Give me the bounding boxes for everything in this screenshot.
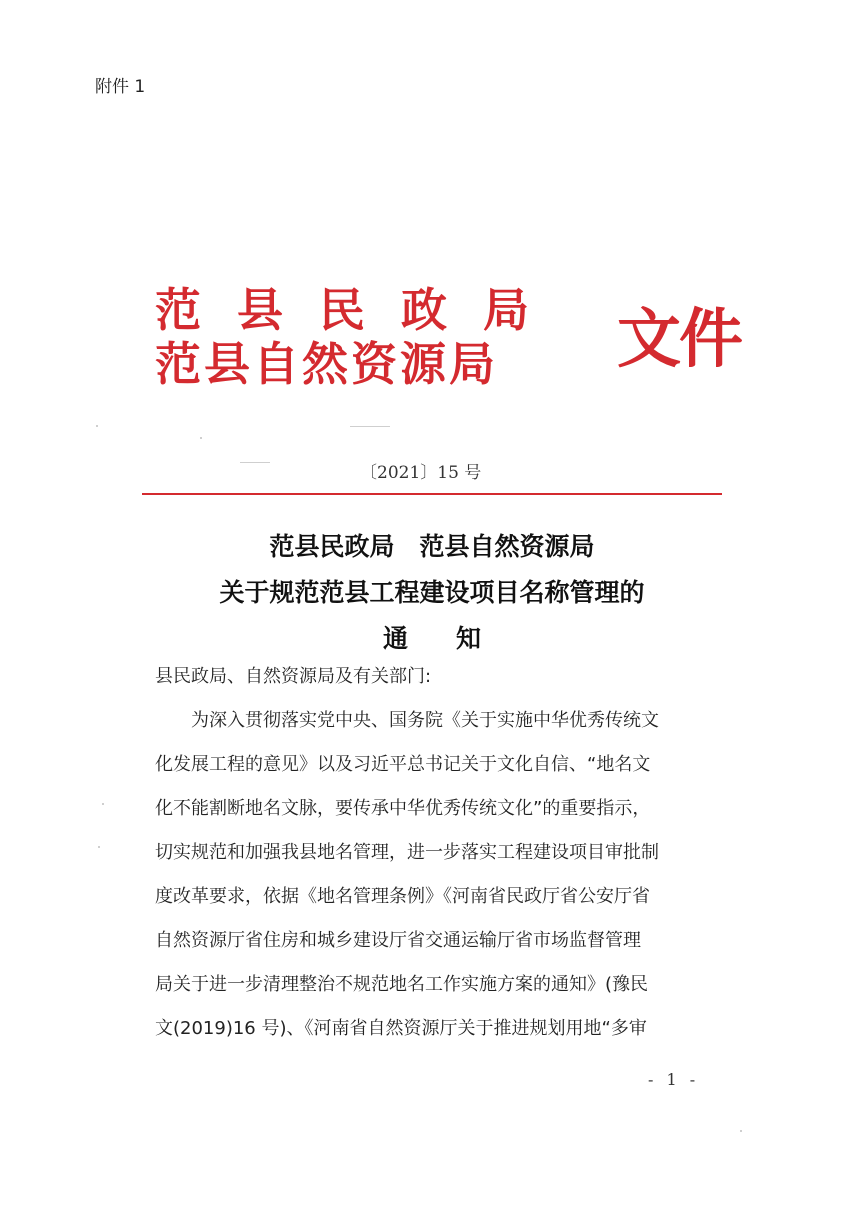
attachment-label: 附件 1 [95,77,146,97]
scan-speck [102,803,104,805]
red-letterhead [155,282,741,402]
page-number: - 1 - [648,1070,700,1089]
letterhead-issuer-1: 范县民政局 [155,283,565,337]
document-number: 〔2021〕15 号 [360,463,482,483]
title-notice-word: 通知 [382,624,529,653]
salutation: 县民政局、自然资源局及有关部门: [155,666,432,687]
scan-speck [240,462,270,463]
scan-speck [200,437,202,439]
scan-speck [96,425,98,427]
letterhead-issuer-2: 范县自然资源局 [155,337,498,391]
scan-speck [350,426,390,427]
scan-speck [98,846,100,848]
body-line: 度改革要求，依据《地名管理条例》《河南省民政厅省公安厅省 [155,886,650,907]
title-subject: 关于规范范县工程建设项目名称管理的 [219,578,645,607]
body-line: 文(2019)16 号)、《河南省自然资源厅关于推进规划用地“多审 [155,1018,647,1039]
body-line: 化发展工程的意见》以及习近平总书记关于文化自信、“地名文 [155,754,651,775]
letterhead-document-word: 文件 [617,302,741,377]
body-line: 自然资源厅省住房和城乡建设厅省交通运输厅省市场监督管理 [155,930,641,951]
body-paragraph [155,706,715,1038]
body-line: 为深入贯彻落实党中央、国务院《关于实施中华优秀传统文 [191,710,659,731]
scan-speck [740,1130,742,1132]
title-issuers: 范县民政局 范县自然资源局 [269,532,595,561]
body-line: 局关于进一步清理整治不规范地名工作实施方案的通知》(豫民 [155,974,649,995]
body-line: 化不能割断地名文脉，要传承中华优秀传统文化”的重要指示， [155,798,651,819]
red-divider-line [142,493,722,495]
body-line: 切实规范和加强我县地名管理，进一步落实工程建设项目审批制 [155,842,659,863]
